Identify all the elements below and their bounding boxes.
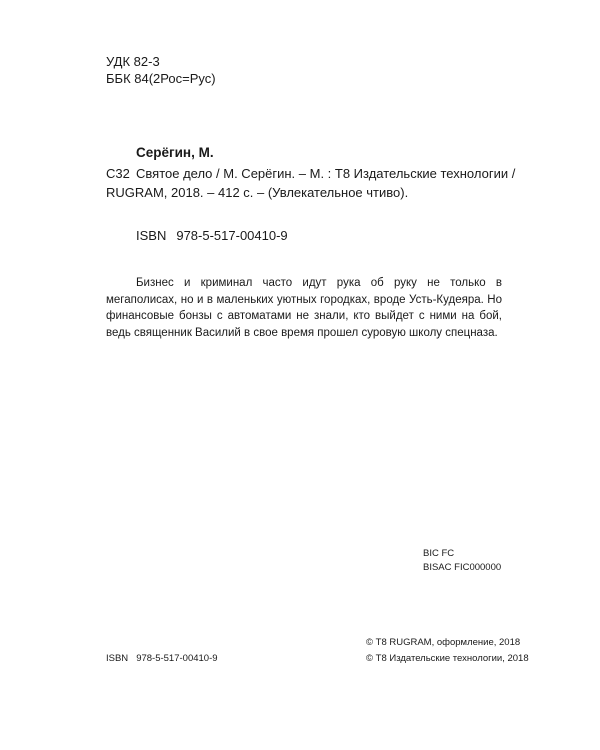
isbn-main-label: ISBN	[136, 228, 167, 243]
bic-code: BIC FC	[423, 548, 455, 559]
cutter-code: С32	[106, 166, 130, 181]
bibliographic-line-2: RUGRAM, 2018. – 412 с. – (Увлекательное чтиво).	[106, 185, 409, 200]
isbn-footer-number: 978-5-517-00410-9	[136, 653, 218, 664]
bbk-code: ББК 84(2Рос=Рус)	[106, 71, 216, 86]
abstract-paragraph	[106, 275, 502, 341]
bisac-code: BISAC FIC000000	[423, 562, 502, 573]
isbn-main-number: 978-5-517-00410-9	[176, 228, 288, 243]
author-heading: Серёгин, М.	[136, 145, 214, 160]
isbn-footer-label: ISBN	[106, 653, 129, 664]
copyright-line-1: © Т8 RUGRAM, оформление, 2018	[366, 637, 521, 648]
copyright-line-2: © Т8 Издательские технологии, 2018	[366, 653, 529, 664]
isbn-footer	[106, 652, 218, 665]
udk-code: УДК 82-3	[106, 54, 160, 69]
abstract-text: Бизнес и криминал часто идут рука об руку не только в мегаполисах, но и в маленьких уютных городках, вроде Усть-Кудеяра. Но финансовые бонзы с автоматами не знали, кто выйдет с ними на бой, ведь священник Василий в свое время прошел суровую школу спецназа.	[106, 277, 502, 339]
isbn-main	[136, 227, 288, 245]
bibliographic-line-1: Святое дело / М. Серёгин. – М. : Т8 Издательские технологии /	[136, 166, 516, 181]
